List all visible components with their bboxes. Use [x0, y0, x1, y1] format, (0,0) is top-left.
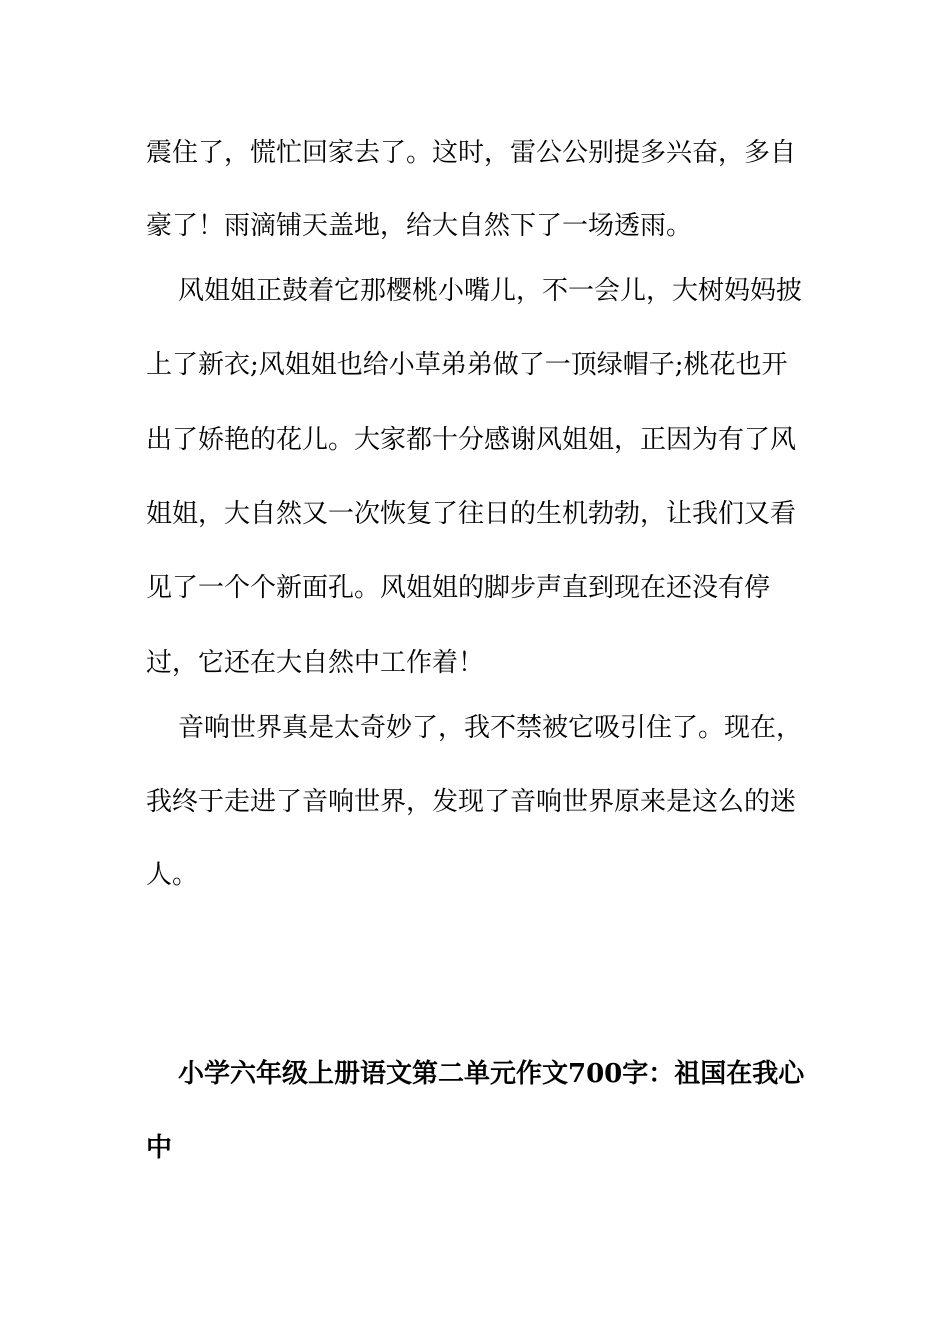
paragraph-2-line-6: 过，它还在大自然中工作着！: [146, 648, 485, 678]
paragraph-2-line-5: 见了一个个新面孔。风姐姐的脚步声直到现在还没有停: [146, 573, 771, 603]
paragraph-2-line-1: 风姐姐正鼓着它那樱桃小嘴儿，不一会儿，大树妈妈披: [178, 276, 803, 306]
paragraph-3-line-1: 音响世界真是太奇妙了，我不禁被它吸引住了。现在，: [178, 713, 803, 743]
article-title-line-2: 中: [146, 1133, 173, 1163]
article-title-line-1: 小学六年级上册语文第二单元作文700字：祖国在我心: [178, 1059, 805, 1089]
paragraph-3-line-3: 人。: [146, 860, 199, 890]
paragraph-2-line-4: 姐姐，大自然又一次恢复了往日的生机勃勃，让我们又看: [146, 499, 797, 529]
paragraph-2-line-2: 上了新衣;风姐姐也给小草弟弟做了一顶绿帽子;桃花也开: [146, 350, 788, 380]
paragraph-1-line-2: 豪了！雨滴铺天盖地，给大自然下了一场透雨。: [146, 211, 693, 241]
paragraph-2-line-3: 出了娇艳的花儿。大家都十分感谢风姐姐，正因为有了风: [146, 425, 797, 455]
paragraph-3-line-2: 我终于走进了音响世界，发现了音响世界原来是这么的迷: [146, 787, 797, 817]
paragraph-1-line-1: 震住了，慌忙回家去了。这时，雷公公别提多兴奋，多自: [146, 138, 797, 168]
